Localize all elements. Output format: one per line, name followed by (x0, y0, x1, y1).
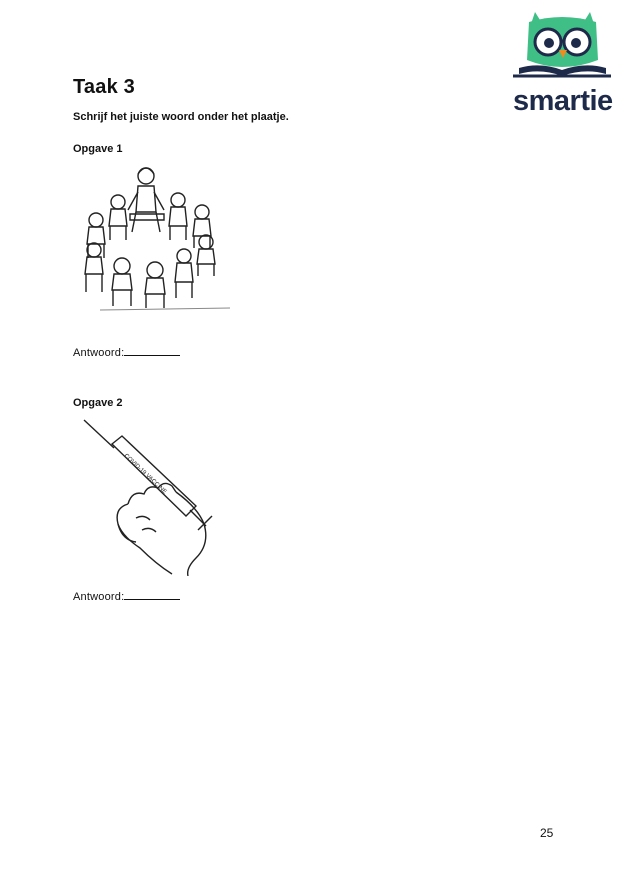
exercise-2-heading: Opgave 2 (73, 397, 123, 409)
answer-label: Antwoord: (73, 591, 125, 603)
logo-wordmark: smartie (513, 85, 613, 117)
page-title: Taak 3 (73, 76, 135, 98)
children-circle-illustration (80, 160, 235, 315)
exercise-1-heading: Opgave 1 (73, 143, 123, 155)
syringe-label: COVID-19 VACCINE (122, 453, 168, 496)
page-number: 25 (540, 826, 554, 840)
syringe-illustration (78, 418, 223, 576)
owl-icon (505, 8, 620, 88)
exercise-1-answer[interactable] (73, 346, 180, 359)
exercise-2-answer[interactable] (73, 590, 180, 603)
answer-blank-line[interactable] (124, 346, 180, 356)
answer-blank-line[interactable] (124, 590, 180, 600)
answer-label: Antwoord: (73, 347, 125, 359)
smartie-logo (505, 8, 620, 117)
instruction-text: Schrijf het juiste woord onder het plaatje. (73, 111, 289, 123)
